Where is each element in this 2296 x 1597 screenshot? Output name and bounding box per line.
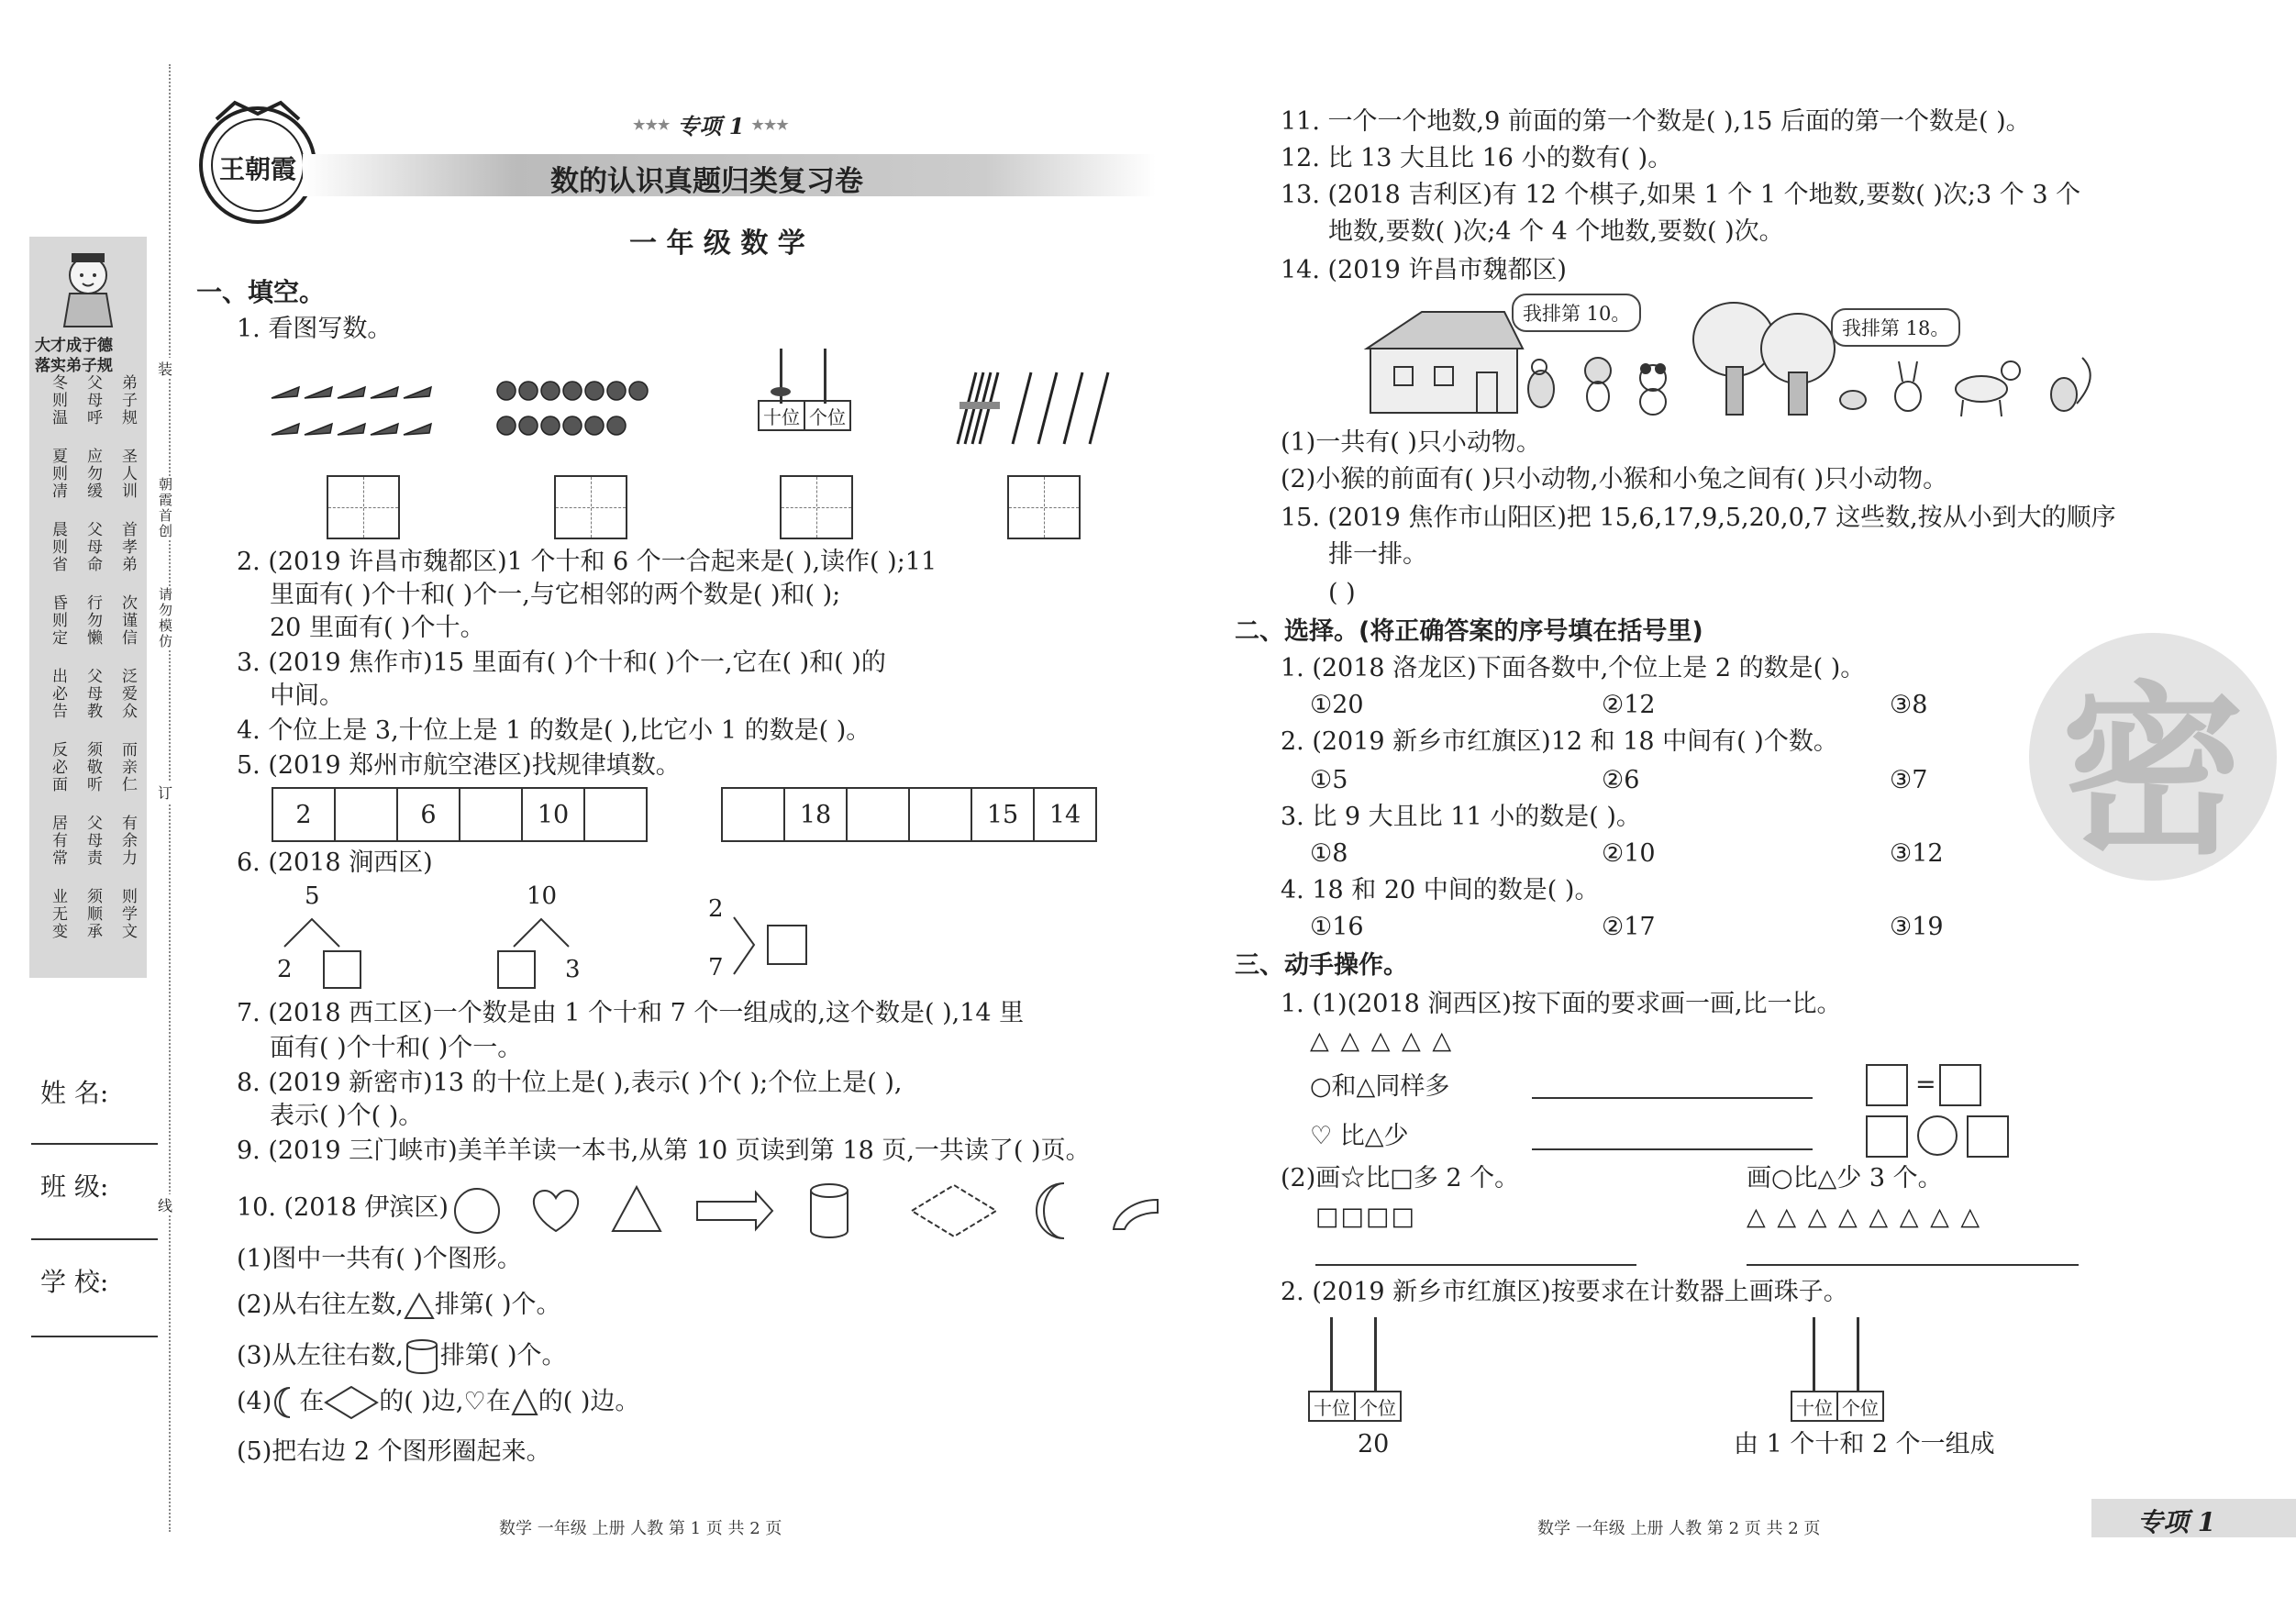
poem-cell: 首孝弟 — [118, 521, 137, 573]
animals-scene-illustration — [1358, 294, 2128, 422]
speech-bubble-18: 我排第 18。 — [1831, 308, 1960, 347]
d1-box-c[interactable] — [1866, 1115, 1908, 1158]
triangle-icon — [404, 1292, 435, 1320]
cylinder-icon — [404, 1337, 440, 1376]
poem-grid — [35, 374, 143, 970]
counter-2-tens-label: 十位 — [1792, 1392, 1838, 1420]
poem-cell: 行勿懒 — [83, 594, 102, 647]
tree2-right: 3 — [565, 956, 581, 983]
q14-2-text: (2)小猴的前面有( )只小动物,小猴和小兔之间有( )只小动物。 — [1281, 465, 1948, 494]
poem-cell: 则学文 — [118, 888, 137, 940]
seq-cell[interactable] — [848, 789, 910, 840]
triangle-icon — [613, 1187, 660, 1231]
tree3-b: 7 — [708, 954, 724, 981]
d1-box-d[interactable] — [1967, 1115, 2009, 1158]
poem-cell: 须顺承 — [83, 888, 102, 940]
counter-1-ones-label: 个位 — [1359, 1396, 1396, 1419]
c4-opt-1[interactable]: ①16 — [1310, 913, 1364, 941]
poem-cell: 父母责 — [83, 815, 102, 867]
q7-line-2: 面有( )个十和( )个一。 — [270, 1034, 523, 1062]
tree3-a: 2 — [708, 895, 724, 923]
student-class-field[interactable] — [31, 1238, 158, 1240]
d3-text: 2. (2019 新乡市红旗区)按要求在计数器上画珠子。 — [1281, 1278, 1848, 1306]
d2a-line[interactable] — [1315, 1264, 1636, 1266]
q4-text: 4. 个位上是 3,十位上是 1 的数是( ),比它小 1 的数是( )。 — [237, 716, 871, 745]
q1-answer-box-2[interactable] — [554, 475, 627, 539]
poem-cell: 圣人训 — [118, 448, 137, 500]
c3-opt-3[interactable]: ③12 — [1890, 839, 1944, 868]
footer-left: 数学 一年级 上册 人教 第 1 页 共 2 页 — [499, 1519, 782, 1538]
abacus-ones-label: 个位 — [809, 405, 846, 428]
q9-text: 9. (2019 三门峡市)美羊羊读一本书,从第 10 页读到第 18 页,一共读了( )页。 — [237, 1137, 1091, 1165]
q5-sequence-2 — [721, 787, 1097, 842]
carrots-icon — [268, 374, 433, 448]
footer-right: 数学 一年级 上册 人教 第 2 页 共 2 页 — [1537, 1519, 1821, 1538]
secret-stamp: 密 — [2029, 633, 2277, 881]
poem-cell: 父母命 — [83, 521, 102, 573]
d1-box-b[interactable] — [1939, 1064, 1981, 1106]
poem-cell: 弟子规 — [118, 374, 137, 427]
d2a-text: (2)画☆比□多 2 个。 — [1281, 1164, 1520, 1192]
heart-icon — [534, 1191, 578, 1231]
q15-answer[interactable]: ( ) — [1328, 579, 1356, 607]
d1-same-line[interactable] — [1532, 1097, 1813, 1099]
poem-cell: 夏则凊 — [49, 448, 67, 500]
section-2-heading: 二、选择。(将正确答案的序号填在括号里) — [1235, 617, 1703, 646]
d1-equals: = — [1915, 1070, 1936, 1099]
d2a-boxes: □□□□ — [1315, 1203, 1417, 1231]
header-badge-row — [633, 108, 789, 140]
poem-cell: 昏则定 — [49, 594, 67, 647]
q2-line-2: 里面有( )个十和( )个一,与它相邻的两个数是( )和( ); — [270, 581, 841, 609]
poem-cell: 父母教 — [83, 668, 102, 720]
seq-cell[interactable]: 2 — [273, 789, 336, 840]
svg-text:王朝霞: 王朝霞 — [218, 154, 297, 184]
d2b-triangles: △ △ △ △ △ △ △ △ — [1747, 1203, 1982, 1231]
tree1-left: 2 — [277, 956, 293, 983]
binding-label-zhuang: 装 — [158, 358, 172, 379]
motto-sidebar — [29, 237, 147, 978]
tree2-lines — [506, 915, 580, 948]
q10-shapes — [453, 1174, 1159, 1248]
counter-2-ones-label: 个位 — [1842, 1396, 1879, 1419]
d1-less-line[interactable] — [1532, 1148, 1813, 1150]
d1-triangles: △ △ △ △ △ — [1310, 1026, 1454, 1055]
section-1-heading: 一、填空。 — [196, 277, 326, 307]
seq-cell[interactable] — [585, 789, 646, 840]
abacus-tens-label: 十位 — [760, 402, 805, 429]
seq-cell[interactable] — [460, 789, 523, 840]
seq-cell[interactable]: 6 — [398, 789, 460, 840]
d1-box-a[interactable] — [1866, 1064, 1908, 1106]
poem-cell: 反必面 — [49, 741, 67, 793]
tree3-answer-box[interactable] — [767, 925, 807, 965]
c1-opt-3[interactable]: ③8 — [1890, 691, 1928, 719]
student-class-label: 班 级: — [40, 1171, 109, 1202]
diamond-icon — [324, 1385, 379, 1420]
seq-cell[interactable]: 14 — [1048, 800, 1081, 829]
heart-icon: ♡ — [463, 1387, 486, 1416]
c2-opt-2[interactable]: ②6 — [1602, 766, 1640, 794]
counter-1[interactable] — [1308, 1317, 1400, 1422]
q3-line-1: 3. (2019 焦作市)15 里面有( )个十和( )个一,它在( )和( )的 — [237, 649, 886, 677]
q15-line-1: 15. (2019 焦作市山阳区)把 15,6,17,9,5,20,0,7 这些数,按从小到大的顺序 — [1281, 504, 2116, 532]
footer-tag: 专项 1 — [2137, 1507, 2216, 1537]
counter-2-label: 由 1 个十和 2 个一组成 — [1734, 1430, 1995, 1458]
poem-cell: 晨则省 — [49, 521, 67, 573]
sticks-bundle-icon — [948, 365, 1123, 449]
c4-text: 4. 18 和 20 中间的数是( )。 — [1281, 876, 1600, 904]
motto-line-2: 落实弟子规 — [35, 357, 113, 375]
q5-sequence-1 — [272, 787, 648, 842]
poem-cell: 冬则温 — [49, 374, 67, 427]
binding-label-ding: 订 — [158, 782, 172, 803]
c4-opt-2[interactable]: ②17 — [1602, 913, 1656, 941]
poem-cell: 应勿缓 — [83, 448, 102, 500]
tree1-lines — [277, 915, 350, 948]
tree3-lines — [730, 914, 758, 978]
c1-text: 1. (2018 洛龙区)下面各数中,个位上是 2 的数是( )。 — [1281, 654, 1866, 682]
q10-3: (3)从左往右数, 排第( )个。 — [237, 1337, 566, 1376]
motto-line-1: 大才成于德 — [35, 337, 113, 355]
stars-right-icon: ★★★ — [751, 116, 789, 133]
c2-opt-3[interactable]: ③7 — [1890, 766, 1928, 794]
counter-2[interactable] — [1791, 1317, 1882, 1422]
q7-line-1: 7. (2018 西工区)一个数是由 1 个十和 7 个一组成的,这个数是( ),14 里 — [237, 999, 1025, 1027]
q1-answer-box-4[interactable] — [1007, 475, 1081, 539]
q10-text: 10. (2018 伊滨区) — [237, 1193, 449, 1222]
page-subtitle: 一 年 级 数 学 — [629, 227, 805, 260]
poem-cell: 须敬听 — [83, 741, 102, 793]
c4-opt-3[interactable]: ③19 — [1890, 913, 1944, 941]
seq-cell[interactable] — [336, 789, 398, 840]
q8-line-1: 8. (2019 新密市)13 的十位上是( ),表示( )个( );个位上是( ), — [237, 1069, 903, 1097]
poem-cell: 居有常 — [49, 815, 67, 867]
q2-line-1: 2. (2019 许昌市魏都区)1 个十和 6 个一合起来是( ),读作( );11 — [237, 548, 937, 576]
tree1-top: 5 — [305, 882, 320, 910]
seq-cell[interactable] — [723, 789, 785, 840]
counter-1-label: 20 — [1358, 1430, 1390, 1458]
tree1-answer-box[interactable] — [323, 950, 361, 989]
c1-opt-1[interactable]: ①20 — [1310, 691, 1364, 719]
scholar-cartoon-icon — [48, 242, 128, 330]
stars-left-icon: ★★★ — [633, 116, 671, 133]
c3-opt-1[interactable]: ①8 — [1310, 839, 1348, 868]
q6-text: 6. (2018 涧西区) — [237, 848, 433, 877]
q1-answer-box-3[interactable] — [780, 475, 853, 539]
binding-label-warning: 请勿模仿 — [157, 587, 173, 649]
q1-text: 1. 看图写数。 — [237, 315, 393, 343]
poem-cell: 业无变 — [49, 888, 67, 940]
q3-line-2: 中间。 — [270, 682, 344, 710]
crescent-icon — [272, 1386, 299, 1419]
c2-text: 2. (2019 新乡市红旗区)12 和 18 中间有( )个数。 — [1281, 727, 1838, 756]
poem-cell: 而亲仁 — [118, 741, 137, 793]
triangle-icon — [511, 1389, 538, 1416]
abacus-bead — [771, 387, 791, 396]
q15-line-2: 排一排。 — [1328, 540, 1427, 569]
seq-cell[interactable]: 10 — [523, 789, 585, 840]
student-school-field[interactable] — [31, 1336, 158, 1337]
section-badge: 专项 1 — [677, 113, 745, 139]
seq-cell[interactable]: 15 — [972, 789, 1035, 840]
seq-cell[interactable]: 18 — [785, 789, 848, 840]
q12-text: 12. 比 13 大且比 16 小的数有( )。 — [1281, 144, 1673, 172]
q10-5-text: (5)把右边 2 个图形圈起来。 — [237, 1437, 551, 1466]
page-title: 数的认识真题归类复习卷 — [550, 165, 863, 198]
circle-icon — [455, 1189, 499, 1233]
binding-label-brand: 朝霞首创 — [157, 477, 173, 539]
q13-line-1: 13. (2018 吉利区)有 12 个棋子,如果 1 个 1 个地数,要数( )次;3 个 3 个 — [1281, 181, 2081, 209]
q10-1-text: (1)图中一共有( )个图形。 — [237, 1245, 522, 1273]
crescent-icon — [1037, 1183, 1064, 1238]
poem-cell: 泛爱众 — [118, 668, 137, 720]
cylinder-icon — [811, 1184, 848, 1237]
q2-line-3: 20 里面有( )个十。 — [270, 614, 485, 642]
poem-cell: 父母呼 — [83, 374, 102, 427]
q14-text: 14. (2019 许昌市魏都区) — [1281, 256, 1567, 284]
q13-line-2: 地数,要数( )次;4 个 4 个地数,要数( )次。 — [1328, 217, 1784, 246]
student-name-field[interactable] — [31, 1143, 158, 1145]
c3-opt-2[interactable]: ②10 — [1602, 839, 1656, 868]
c3-text: 3. 比 9 大且比 11 小的数是( )。 — [1281, 803, 1641, 831]
tree2-top: 10 — [527, 882, 558, 910]
arrow-icon — [697, 1192, 772, 1229]
q10-2: (2)从右往左数, 排第( )个。 — [237, 1291, 561, 1319]
diamond-icon — [912, 1185, 996, 1237]
d2b-line[interactable] — [1747, 1264, 2079, 1266]
poem-cell: 出必告 — [49, 668, 67, 720]
d1-same-text: ○和△同样多 — [1310, 1072, 1450, 1101]
arch-icon — [1114, 1200, 1158, 1229]
c1-opt-2[interactable]: ②12 — [1602, 691, 1656, 719]
d1-circle[interactable] — [1917, 1115, 1958, 1156]
binding-label-xian: 线 — [158, 1194, 172, 1215]
q1-abacus — [758, 349, 849, 431]
poem-cell: 次谨信 — [118, 594, 137, 647]
d1-less-text: ♡ 比△少 — [1310, 1122, 1409, 1150]
speech-bubble-10: 我排第 10。 — [1512, 294, 1641, 332]
student-school-label: 学 校: — [40, 1267, 109, 1297]
q1-answer-box-1[interactable] — [327, 475, 400, 539]
d2b-text: 画○比△少 3 个。 — [1747, 1164, 1943, 1192]
q8-line-2: 表示( )个( )。 — [270, 1102, 424, 1130]
q14-1-text: (1)一共有( )只小动物。 — [1281, 428, 1541, 457]
counter-1-tens-label: 十位 — [1310, 1392, 1356, 1420]
q11-text: 11. 一个一个地数,9 前面的第一个数是( ),15 后面的第一个数是( )。 — [1281, 107, 2031, 136]
section-3-heading: 三、动手操作。 — [1235, 951, 1408, 980]
poem-cell: 有余力 — [118, 815, 137, 867]
q5-text: 5. (2019 郑州市航空港区)找规律填数。 — [237, 751, 681, 780]
d1-text: 1. (1)(2018 涧西区)按下面的要求画一画,比一比。 — [1281, 990, 1842, 1018]
seq-cell[interactable] — [910, 789, 972, 840]
strawberries-icon — [495, 374, 651, 448]
c2-opt-1[interactable]: ①5 — [1310, 766, 1348, 794]
tree2-answer-box[interactable] — [497, 950, 536, 989]
q10-4: (4) 在 的( )边,♡在 的( )边。 — [237, 1385, 639, 1420]
student-name-label: 姓 名: — [40, 1078, 109, 1108]
